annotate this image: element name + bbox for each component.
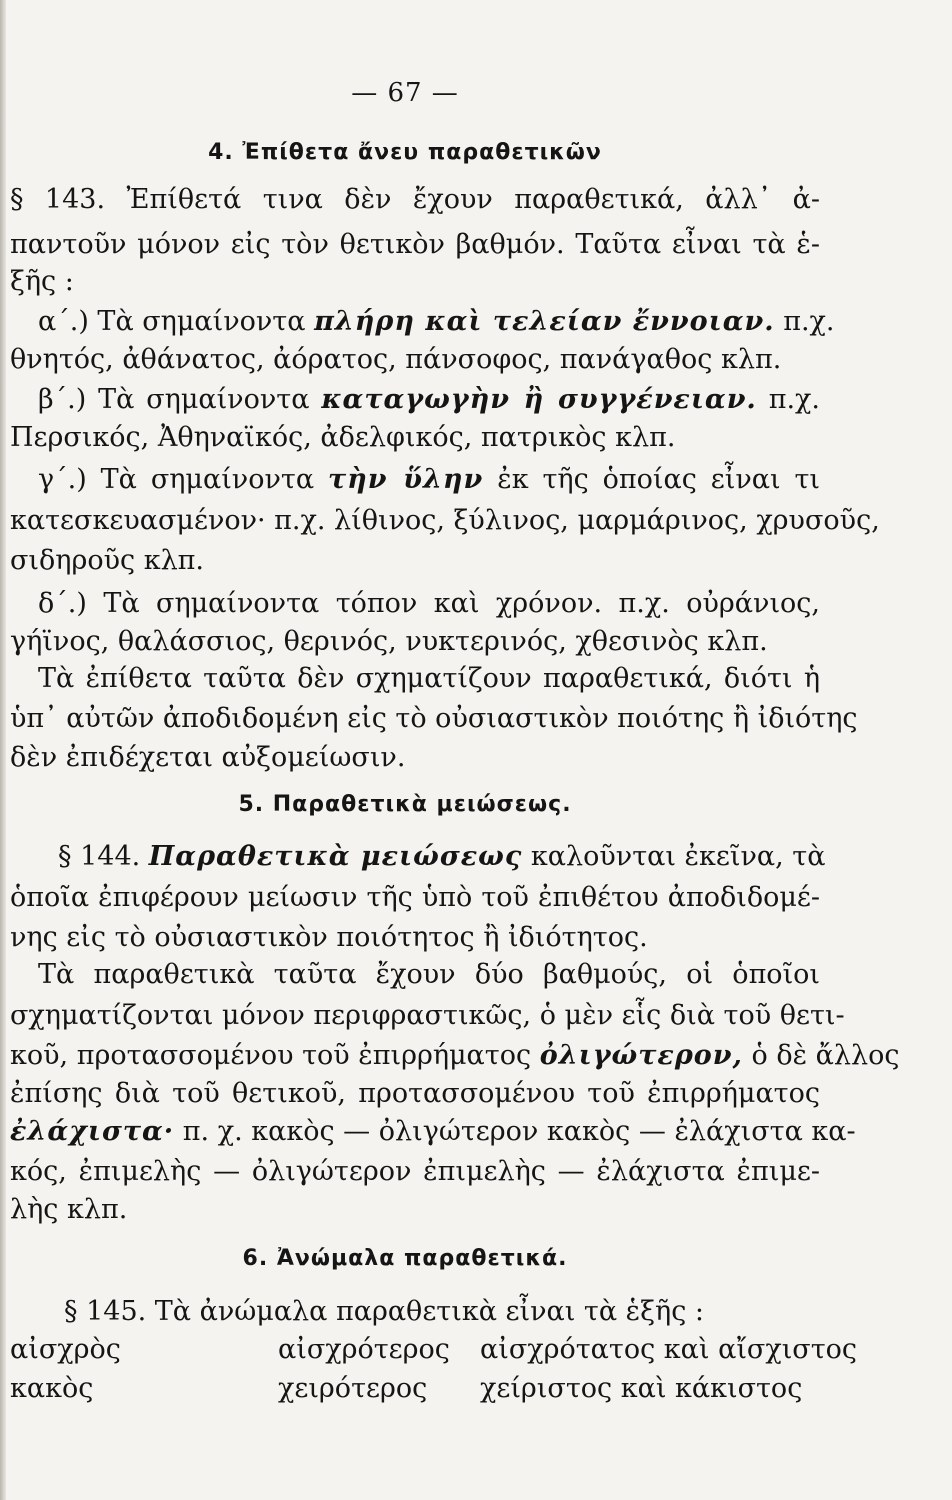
paragraph-145-line-1: § 145. Τὰ ἀνώμαλα παραθετικὰ εἶναι τὰ ἑξῆς : [64,1296,704,1327]
table-row-2-superlative: χείριστος καὶ κάκιστος [480,1373,803,1404]
item-c-line-1 [38,466,820,493]
item-b-line-2: Περσικός, Ἀθηναϊκός, ἀδελφικός, πατρικὸς κλπ. [10,422,676,453]
paragraph-144-line-2: ὁποῖα ἐπιφέρουν μείωσιν τῆς ὑπὸ τοῦ ἐπιθέτου ἀποδιδομέ- [10,882,820,913]
item-a-text: α΄.) Τὰ σημαίνοντα [38,306,306,337]
paragraph-144-line-3: νης εἰς τὸ οὐσιαστικὸν ποιότητος ἢ ἰδιότητος. [10,922,648,953]
paragraph-143-line-1: § 143. Ἐπίθετά τινα δὲν ἔχουν παραθετικά, ἀλλ᾽ ἀ- [10,184,820,215]
paragraph-144-line-5: σχηματίζονται μόνον περιφραστικῶς, ὁ μὲν εἷς διὰ τοῦ θετι- [10,1000,845,1031]
paragraph-143-line-2: παντοῦν μόνον εἰς τὸν θετικὸν βαθμόν. Ταῦτα εἶναι τὰ ἑ- [10,229,820,260]
section-heading-6: 6. Ἀνώμαλα παραθετικά. [242,1246,568,1271]
table-row-2-positive: κακὸς [10,1373,94,1404]
item-d-line-2: γήϊνος, θαλάσσιος, θερινός, νυκτερινός, χθεσινὸς κλπ. [10,626,768,657]
item-c-emphasis: τὴν ὕλην [327,464,484,495]
paragraph-144-line-8 [10,1116,856,1147]
paragraph-144-line-9: κός, ἐπιμελὴς — ὀλιγώτερον ἐπιμελὴς — ἐλάχιστα ἐπιμε- [10,1156,820,1187]
table-row-1-comparative: αἰσχρότερος [278,1334,450,1365]
paragraph-144-line-7: ἐπίσης διὰ τοῦ θετικοῦ, προτασσομένου τοῦ ἐπιρρήματος [10,1078,820,1109]
paragraph-144-line-4: Τὰ παραθετικὰ ταῦτα ἔχουν δύο βαθμούς, οἱ ὁποῖοι [38,959,820,990]
item-c-line-3: σιδηροῦς κλπ. [10,545,205,576]
table-row-1-superlative: αἰσχρότατος καὶ αἴσχιστος [480,1334,858,1365]
item-b-line-1 [38,386,820,413]
item-b-example-marker: π.χ. [768,384,820,415]
item-a-line-1 [38,306,835,337]
paragraph-144-line-1 [58,841,826,872]
paragraph-143-note-line-3: δὲν ἐπιδέχεται αὐξομείωσιν. [10,742,406,773]
paragraph-144-number: § 144. [58,841,141,872]
page-number: — 67 — [351,78,459,108]
paragraph-144-term-less: ὀλιγώτερον, [539,1040,743,1071]
item-d-line-1: δ΄.) Τὰ σημαίνοντα τόπον καὶ χρόνον. π.χ. οὐράνιος, [38,588,820,619]
table-row-1-positive: αἰσχρὸς [10,1334,121,1365]
item-b-text: β΄.) Τὰ σημαίνοντα [38,384,310,415]
paragraph-144-term-least: ἐλάχιστα· [10,1116,175,1147]
paragraph-143-line-3: ξῆς : [10,266,74,297]
page-edge-shadow [0,0,6,1500]
paragraph-144-term: Παραθετικὰ μειώσεως [148,841,523,872]
section-heading-5: 5. Παραθετικὰ μειώσεως. [238,792,572,817]
paragraph-144-line-6-text: κοῦ, προτασσομένου τοῦ ἐπιρρήματος [10,1040,532,1071]
item-b-emphasis: καταγωγὴν ἢ συγγένειαν. [321,384,757,415]
table-row-2-comparative: χειρότερος [278,1373,428,1404]
item-a-emphasis: πλήρη καὶ τελείαν ἔννοιαν. [314,306,775,337]
item-a-line-2: θνητός, ἀθάνατος, ἀόρατος, πάνσοφος, πανάγαθος κλπ. [10,344,782,375]
paragraph-144-line-6-end: ὁ δὲ ἄλλος [751,1040,900,1071]
item-a-example-marker: π.χ. [783,306,835,337]
paragraph-144-line-8-text: π. χ. κακὸς — ὀλιγώτερον κακὸς — ἐλάχιστα κα- [182,1116,856,1147]
item-c-text: γ΄.) Τὰ σημαίνοντα [38,464,315,495]
paragraph-144-line-6 [10,1040,900,1071]
paragraph-144-text: καλοῦνται ἐκεῖνα, τὰ [530,841,826,872]
paragraph-143-note-line-2: ὑπ᾽ αὐτῶν ἀποδιδομένη εἰς τὸ οὐσιαστικὸν ποιότης ἢ ἰδιότης [10,703,858,734]
paragraph-143-note-line-1: Τὰ ἐπίθετα ταῦτα δὲν σχηματίζουν παραθετικά, διότι ἡ [38,663,820,694]
item-c-line-2: κατεσκευασμένον· π.χ. λίθινος, ξύλινος, μαρμάρινος, χρυσοῦς, [10,505,880,536]
item-c-text-end: ἐκ τῆς ὁποίας εἶναι τι [497,464,820,495]
section-heading-4: 4. Ἐπίθετα ἄνευ παραθετικῶν [208,140,602,165]
paragraph-144-line-10: λὴς κλπ. [10,1194,128,1225]
